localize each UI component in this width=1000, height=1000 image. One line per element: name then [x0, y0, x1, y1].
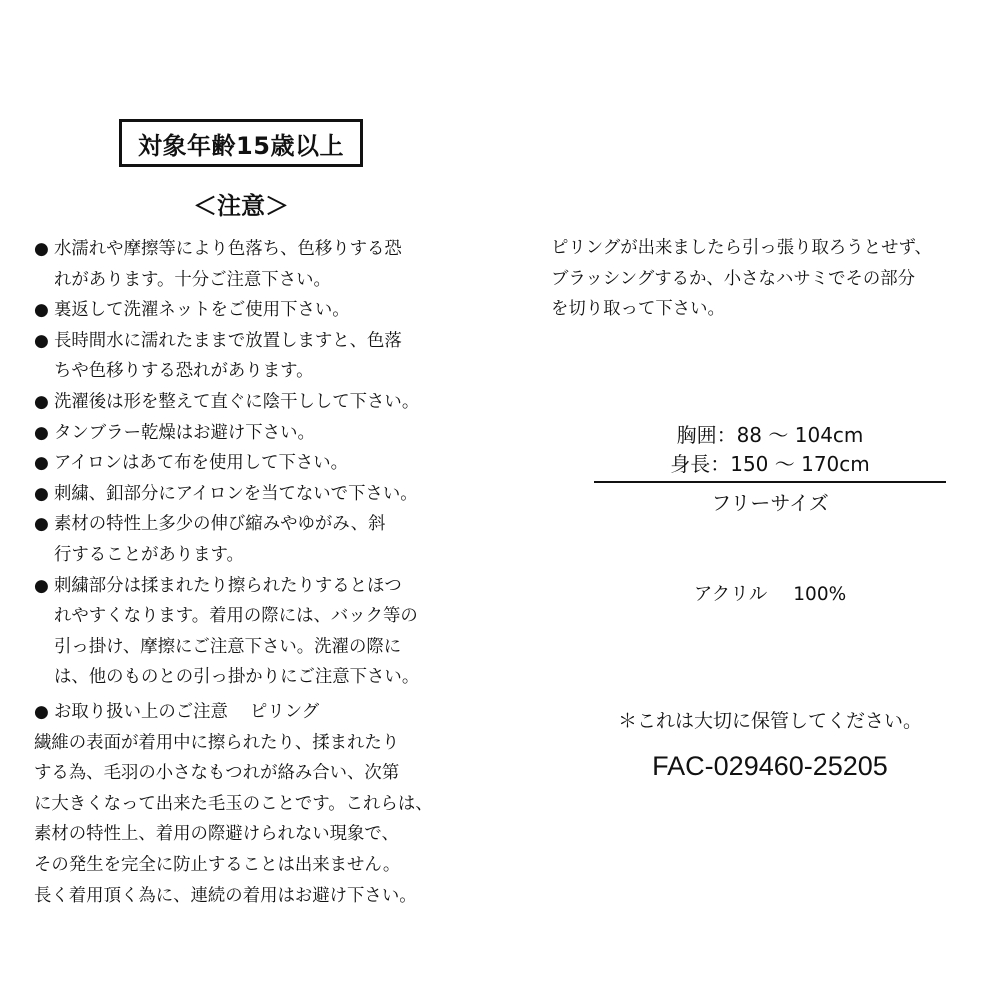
- handling-topic: ピリング: [249, 702, 320, 722]
- bullet-icon: ●: [34, 575, 49, 596]
- caution-item: [34, 509, 484, 570]
- size-chest: 胸囲：88 ～ 104cm: [676, 423, 864, 447]
- material-percent: 100%: [793, 584, 847, 605]
- handling-line: 繊維の表面が着用中に擦られたり、揉まれたり: [34, 732, 400, 753]
- age-notice-box: [119, 119, 363, 167]
- handling-line: その発生を完全に防止することは出来ません。: [34, 854, 401, 875]
- caution-line: 水濡れや摩擦等により色落ち、色移りする恐: [54, 239, 402, 259]
- caution-line: 長時間水に濡れたままで放置しますと、色落: [54, 330, 402, 351]
- handling-heading: お取り扱い上のご注意: [54, 702, 228, 722]
- caution-title: ＜注意＞: [193, 192, 289, 220]
- caution-item: [34, 571, 484, 693]
- material-name: アクリル: [693, 584, 768, 605]
- caution-item: [34, 387, 484, 418]
- pilling-line: を切り取って下さい。: [551, 299, 725, 320]
- caution-line: れやすくなります。着用の際には、バック等の: [54, 606, 418, 627]
- pilling-line: ピリングが出来ましたら引っ張り取ろうとせず、: [551, 238, 932, 258]
- handling-line: に大きくなって出来た毛玉のことです。これらは、: [34, 793, 433, 814]
- size-block: [594, 421, 946, 479]
- caution-line: 素材の特性上多少の伸び縮みやゆがみ、斜: [54, 514, 386, 535]
- handling-line: する為、毛羽の小さなもつれが絡み合い、次第: [34, 763, 400, 784]
- caution-line: ちや色移りする恐れがあります。: [54, 361, 314, 382]
- handling-line: 素材の特性上、着用の際避けられない現象で、: [34, 824, 399, 845]
- caution-item: [34, 295, 484, 326]
- bullet-icon: ●: [34, 300, 49, 321]
- caution-line: 引っ掛け、摩擦にご注意下さい。洗濯の際に: [54, 636, 402, 657]
- caution-line: タンブラー乾燥はお避け下さい。: [54, 422, 315, 443]
- handling-line: 長く着用頂く為に、連続の着用はお避け下さい。: [34, 885, 417, 906]
- pilling-continuation: [551, 233, 991, 325]
- caution-line: アイロンはあて布を使用して下さい。: [54, 453, 349, 474]
- age-notice: 対象年齢15歳以上: [138, 131, 344, 160]
- bullet-icon: ●: [34, 330, 49, 351]
- caution-list: [34, 234, 484, 693]
- caution-line: は、他のものとの引っ掛かりにご注意下さい。: [54, 667, 420, 688]
- caution-item: [34, 234, 484, 295]
- pilling-line: ブラッシングするか、小さなハサミでその部分: [551, 268, 916, 289]
- bullet-icon: ●: [34, 391, 49, 412]
- bullet-icon: ●: [34, 702, 49, 722]
- product-code: FAC-029460-25205: [652, 751, 888, 781]
- bullet-icon: ●: [34, 453, 49, 474]
- caution-line: 洗濯後は形を整えて直ぐに陰干しして下さい。: [54, 391, 420, 412]
- caution-line: 刺繍、釦部分にアイロンを当てないで下さい。: [54, 483, 418, 504]
- material-composition: [594, 581, 946, 609]
- keep-note: ＊これは大切に保管してください。: [617, 710, 922, 732]
- handling-heading-row: [34, 697, 484, 728]
- caution-item: [34, 326, 484, 387]
- bullet-icon: ●: [34, 514, 49, 535]
- caution-line: れがあります。十分ご注意下さい。: [54, 269, 331, 290]
- bullet-icon: ●: [34, 483, 49, 504]
- size-divider: [594, 481, 946, 483]
- caution-item: [34, 448, 484, 479]
- caution-line: 裏返して洗濯ネットをご使用下さい。: [54, 300, 350, 321]
- size-type: フリーサイズ: [711, 491, 829, 515]
- caution-item: [34, 479, 484, 510]
- size-height: 身長：150 ～ 170cm: [670, 452, 870, 476]
- caution-line: 刺繍部分は揉まれたり擦られたりするとほつ: [54, 575, 402, 596]
- caution-line: 行することがあります。: [54, 544, 244, 565]
- bullet-icon: ●: [34, 239, 49, 259]
- bullet-icon: ●: [34, 422, 49, 443]
- handling-section: [34, 697, 484, 911]
- caution-item: [34, 418, 484, 449]
